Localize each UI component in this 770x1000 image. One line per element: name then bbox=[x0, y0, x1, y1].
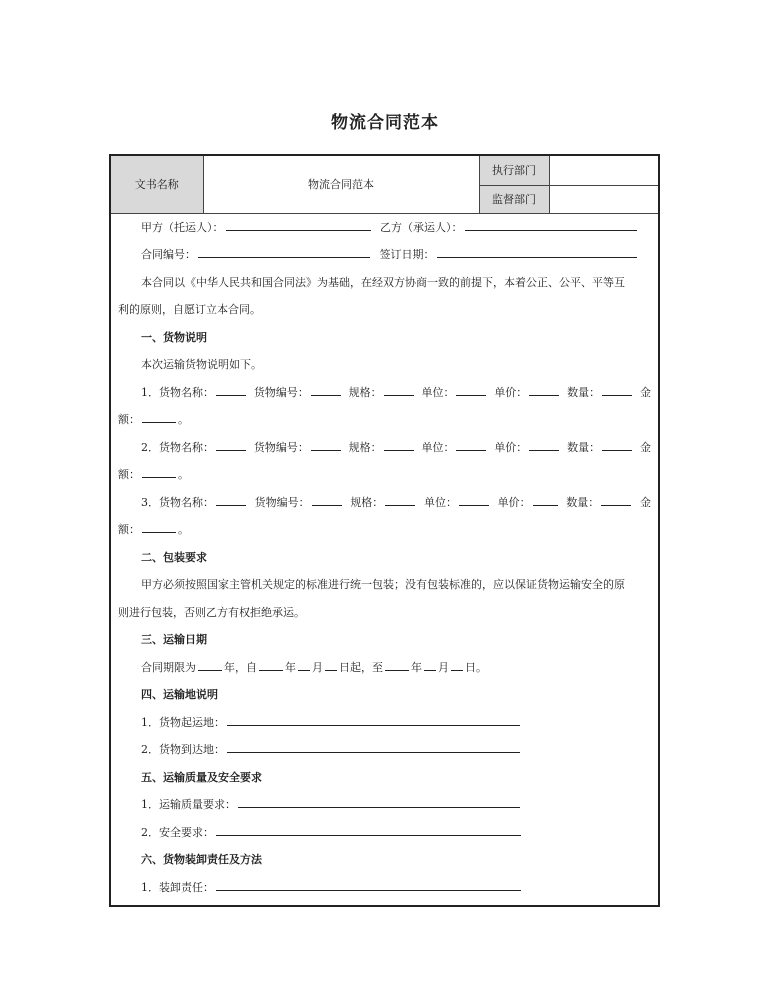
spec-field[interactable] bbox=[384, 385, 414, 396]
contract-frame bbox=[109, 154, 660, 907]
goods-num: 3． bbox=[141, 495, 159, 509]
section-6-heading: 六、货物装卸责任及方法 bbox=[141, 853, 262, 866]
destination-field[interactable] bbox=[227, 742, 520, 753]
to-label: 日起，至 bbox=[339, 660, 383, 674]
goods-code-label: 货物编号： bbox=[254, 495, 310, 509]
exec-dept-field[interactable] bbox=[549, 156, 658, 185]
amount-field[interactable] bbox=[142, 467, 176, 478]
safety-line bbox=[118, 819, 651, 847]
term-years-field[interactable] bbox=[198, 660, 222, 671]
qty-field[interactable] bbox=[601, 495, 631, 506]
goods-code-field[interactable] bbox=[311, 385, 341, 396]
intro-line-2: 利的原则，自愿订立本合同。 bbox=[118, 303, 261, 316]
start-month-field[interactable] bbox=[298, 660, 310, 671]
price-label: 单价： bbox=[494, 440, 528, 454]
start-year-field[interactable] bbox=[259, 660, 283, 671]
end-month-field[interactable] bbox=[424, 660, 436, 671]
party-b-label: 乙方（承运人）： bbox=[380, 220, 463, 234]
price-field[interactable] bbox=[529, 440, 559, 451]
period: 。 bbox=[178, 413, 189, 426]
sign-date-label: 签订日期： bbox=[379, 248, 435, 261]
loading-field[interactable] bbox=[216, 880, 521, 891]
goods-code-label: 货物编号： bbox=[253, 440, 309, 454]
amount-label-start: 金 bbox=[639, 440, 651, 454]
spec-label: 规格： bbox=[348, 385, 382, 399]
start-day-field[interactable] bbox=[325, 660, 337, 671]
contract-no-field[interactable] bbox=[198, 247, 370, 258]
unit-field[interactable] bbox=[456, 385, 486, 396]
spec-label: 规格： bbox=[348, 440, 382, 454]
goods-row-3 bbox=[118, 489, 651, 517]
amount-label-start: 金 bbox=[639, 495, 651, 509]
goods-num: 2． bbox=[141, 440, 159, 454]
amount-field[interactable] bbox=[142, 522, 176, 533]
qty-label: 数量： bbox=[567, 440, 601, 454]
amount-label-end: 额： bbox=[118, 468, 140, 481]
unit-field[interactable] bbox=[456, 440, 486, 451]
section-3-period-line bbox=[118, 654, 651, 682]
spec-field[interactable] bbox=[384, 440, 414, 451]
end-year-field[interactable] bbox=[385, 660, 409, 671]
loading-line bbox=[118, 874, 651, 902]
amount-label-start: 金 bbox=[639, 385, 651, 399]
section-3-heading: 三、运输日期 bbox=[141, 633, 207, 646]
supervise-dept-field[interactable] bbox=[549, 185, 658, 213]
supervise-dept-label: 监督部门 bbox=[479, 185, 549, 213]
goods-name-label: 货物名称： bbox=[159, 440, 214, 454]
term-label: 合同期限为 bbox=[141, 660, 196, 674]
price-field[interactable] bbox=[533, 495, 558, 506]
day-label: 日。 bbox=[465, 660, 487, 674]
goods-row-3-amount bbox=[118, 516, 651, 544]
party-b-field[interactable] bbox=[465, 220, 637, 231]
year-label: 年 bbox=[411, 660, 422, 674]
doc-name-value: 物流合同范本 bbox=[203, 156, 479, 213]
exec-dept-label: 执行部门 bbox=[479, 156, 549, 185]
price-label: 单价： bbox=[494, 385, 528, 399]
doc-name-label: 文书名称 bbox=[111, 156, 203, 213]
parties-line bbox=[118, 214, 651, 242]
destination-line bbox=[118, 736, 651, 764]
section-1-heading: 一、货物说明 bbox=[141, 330, 207, 344]
goods-num: 1． bbox=[141, 385, 159, 399]
intro-line-1: 本合同以《中华人民共和国合同法》为基础，在经双方协商一致的前提下，本着公正、公平、平等互 bbox=[141, 275, 625, 289]
contract-no-label: 合同编号： bbox=[141, 248, 196, 261]
price-field[interactable] bbox=[529, 385, 559, 396]
safety-field[interactable] bbox=[216, 825, 521, 836]
amount-field[interactable] bbox=[142, 412, 176, 423]
goods-row-2-amount bbox=[118, 461, 651, 489]
period: 。 bbox=[178, 468, 189, 481]
section-2-text-1: 甲方必须按照国家主管机关规定的标准进行统一包装；没有包装标准的，应以保证货物运输安全的原 bbox=[141, 578, 625, 591]
page-title: 物流合同范本 bbox=[331, 113, 439, 133]
section-2-heading: 二、包装要求 bbox=[141, 550, 207, 564]
price-label: 单价： bbox=[497, 495, 531, 509]
quality-label: 1．运输质量要求： bbox=[141, 798, 236, 811]
section-5-heading: 五、运输质量及安全要求 bbox=[141, 770, 262, 784]
month-label: 月 bbox=[312, 660, 323, 674]
unit-label: 单位： bbox=[421, 440, 455, 454]
goods-name-field[interactable] bbox=[216, 385, 246, 396]
amount-label-end: 额： bbox=[118, 413, 140, 426]
goods-name-field[interactable] bbox=[216, 440, 246, 451]
contract-body bbox=[111, 214, 658, 902]
amount-label-end: 额： bbox=[118, 523, 140, 536]
goods-code-label: 货物编号： bbox=[253, 385, 309, 399]
qty-field[interactable] bbox=[602, 440, 632, 451]
contract-no-line bbox=[118, 241, 651, 269]
goods-row-2 bbox=[118, 434, 651, 462]
goods-code-field[interactable] bbox=[312, 495, 342, 506]
goods-row-1-amount bbox=[118, 406, 651, 434]
origin-field[interactable] bbox=[227, 715, 520, 726]
qty-label: 数量： bbox=[566, 495, 600, 509]
loading-label: 1．装卸责任： bbox=[141, 880, 214, 894]
qty-label: 数量： bbox=[567, 385, 601, 399]
section-2-text-2: 则进行包装，否则乙方有权拒绝承运。 bbox=[118, 605, 305, 619]
goods-row-1 bbox=[118, 379, 651, 407]
unit-field[interactable] bbox=[459, 495, 489, 506]
origin-line bbox=[118, 709, 651, 737]
qty-field[interactable] bbox=[602, 385, 632, 396]
sign-date-field[interactable] bbox=[437, 247, 637, 258]
spec-field[interactable] bbox=[385, 495, 415, 506]
origin-label: 1．货物起运地： bbox=[141, 715, 225, 729]
from-label: 年，自 bbox=[224, 660, 257, 674]
safety-label: 2．安全要求： bbox=[141, 825, 214, 839]
header-table bbox=[111, 156, 658, 214]
year-label: 年 bbox=[285, 660, 296, 674]
goods-name-label: 货物名称： bbox=[159, 495, 214, 509]
quality-field[interactable] bbox=[238, 797, 520, 808]
quality-line bbox=[118, 791, 651, 819]
destination-label: 2．货物到达地： bbox=[141, 743, 225, 756]
spec-label: 规格： bbox=[350, 495, 384, 509]
party-a-label: 甲方（托运人）： bbox=[141, 220, 224, 234]
period: 。 bbox=[178, 523, 189, 536]
party-a-field[interactable] bbox=[226, 220, 371, 231]
month-label: 月 bbox=[438, 660, 449, 674]
end-day-field[interactable] bbox=[451, 660, 463, 671]
unit-label: 单位： bbox=[423, 495, 457, 509]
unit-label: 单位： bbox=[421, 385, 455, 399]
goods-name-field[interactable] bbox=[216, 495, 246, 506]
section-1-text: 本次运输货物说明如下。 bbox=[141, 358, 262, 371]
section-4-heading: 四、运输地说明 bbox=[141, 688, 218, 701]
goods-code-field[interactable] bbox=[311, 440, 341, 451]
goods-name-label: 货物名称： bbox=[159, 385, 214, 399]
